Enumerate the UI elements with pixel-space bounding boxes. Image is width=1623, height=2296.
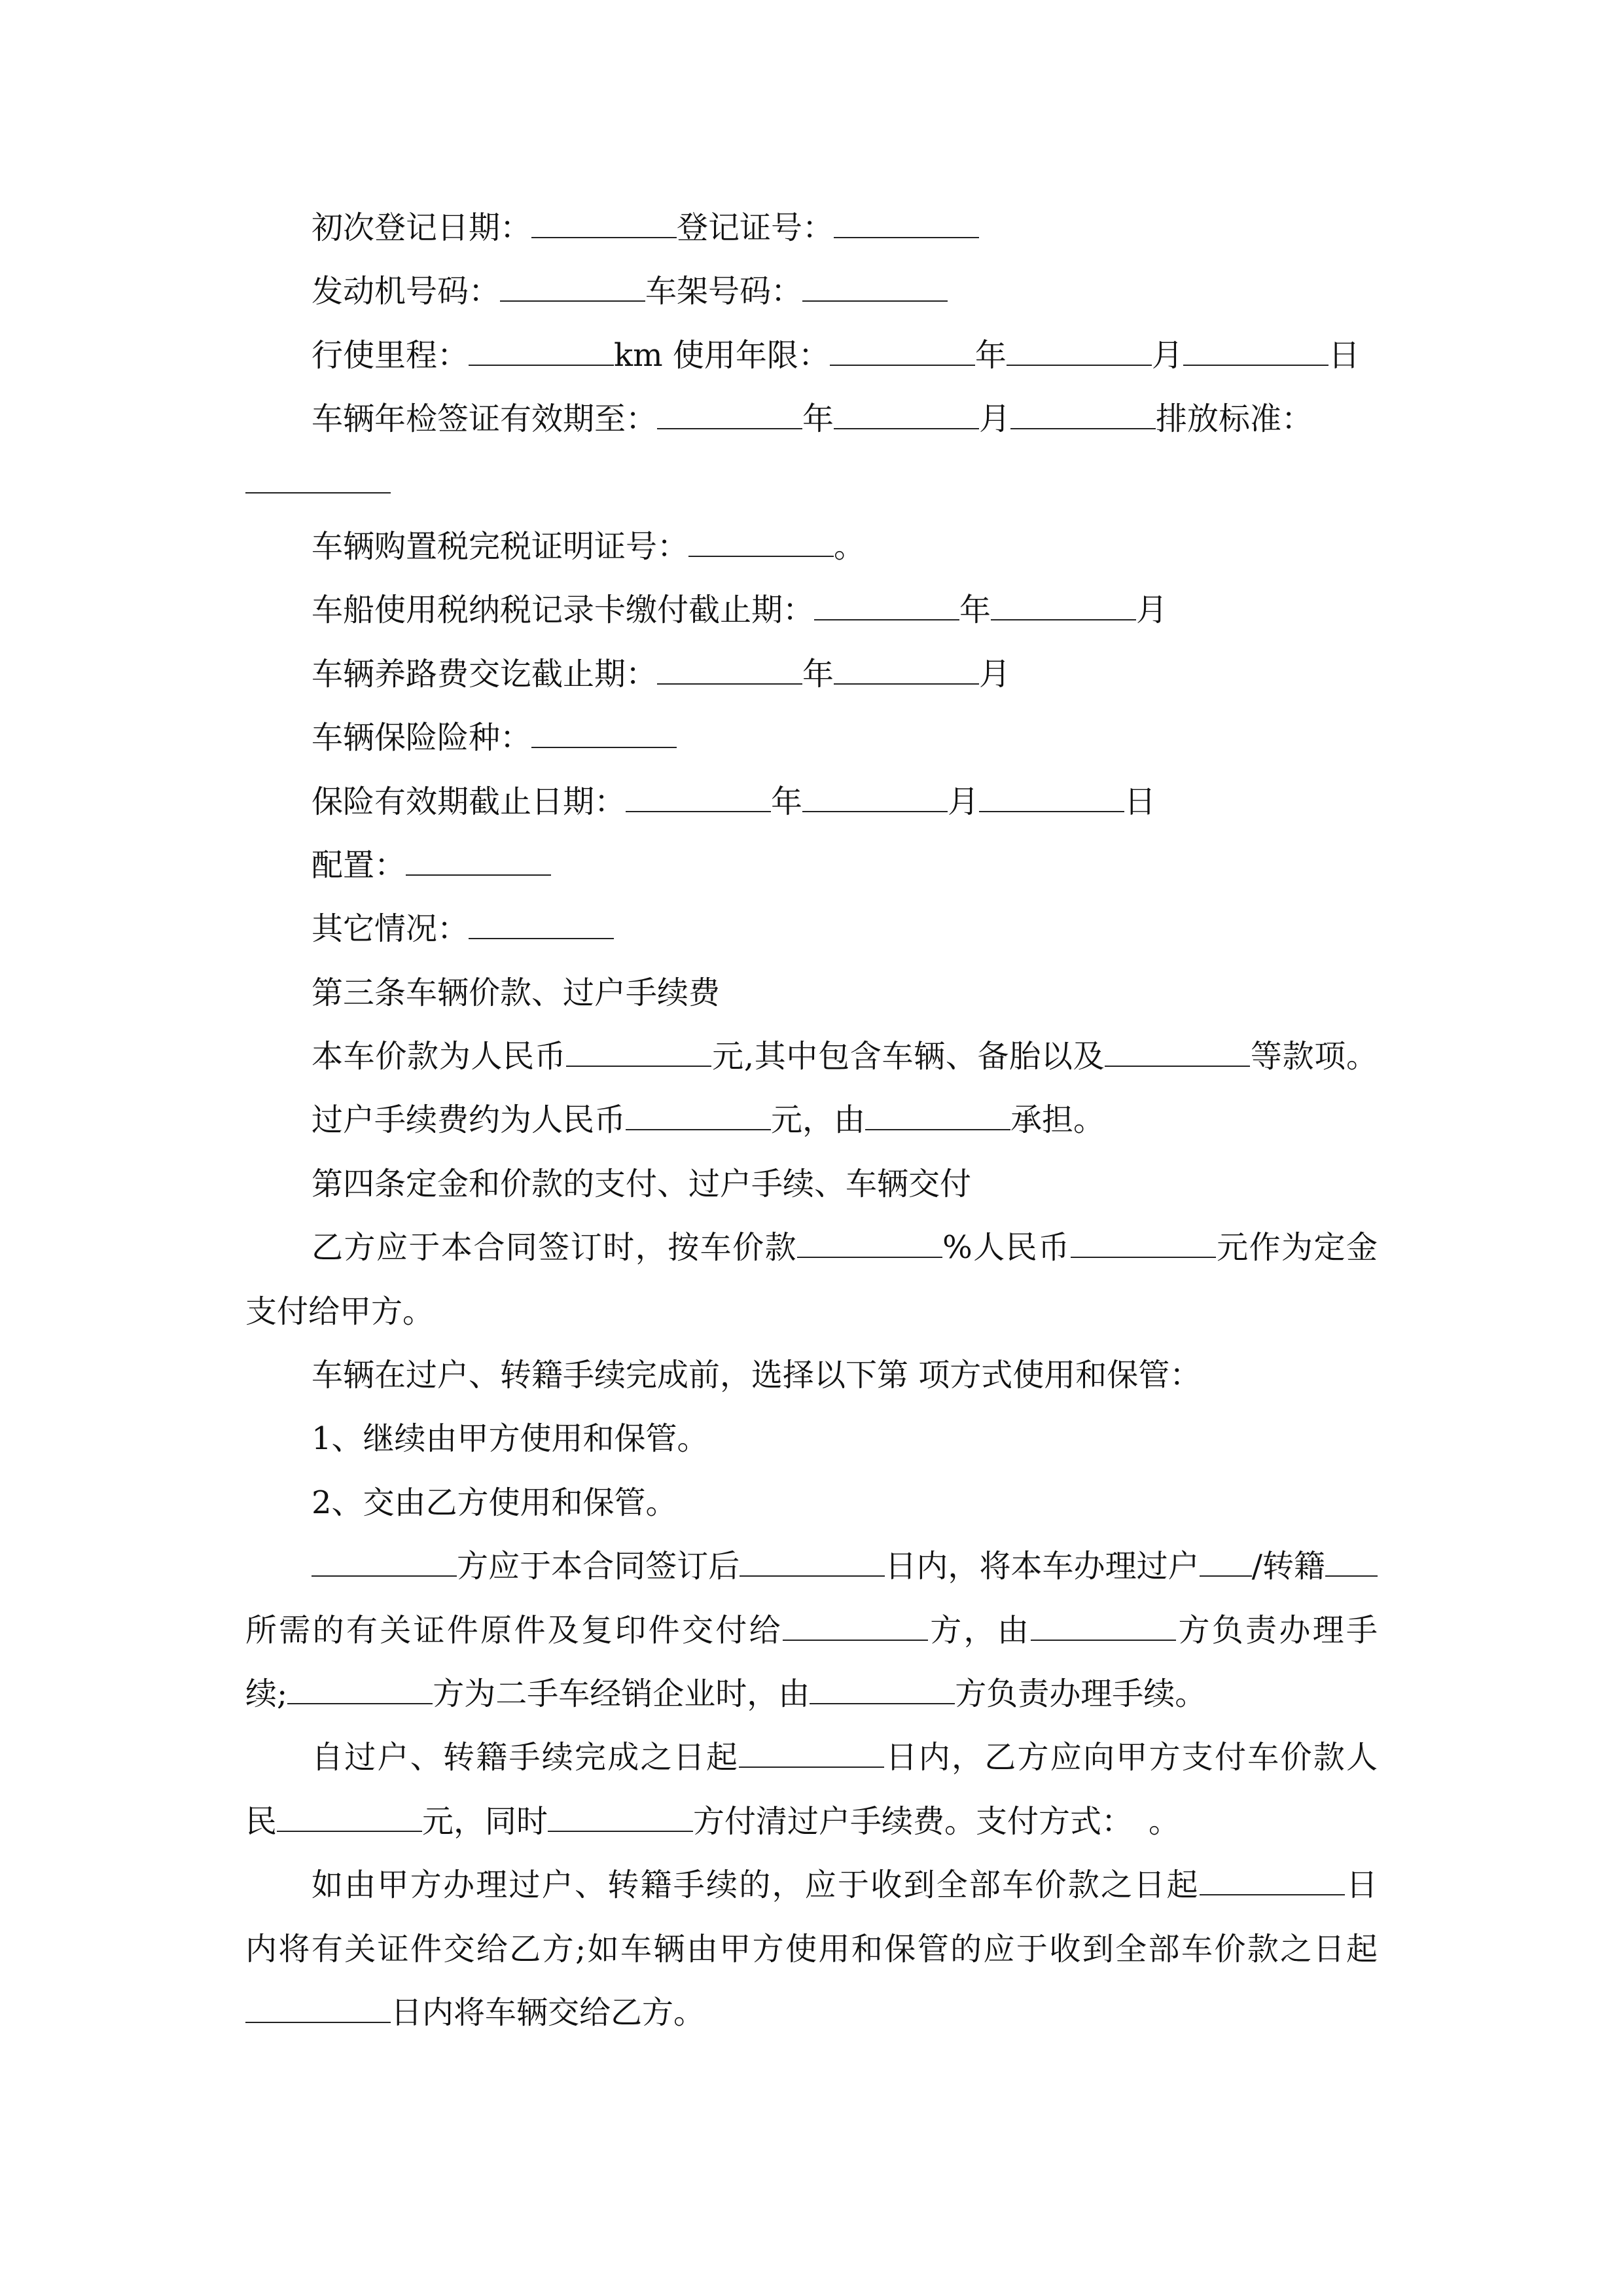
line-text: 。 (834, 528, 866, 565)
line-text: 方为二手车经销企业时，由 (433, 1675, 810, 1712)
line-text: 本车价款为人民币 (312, 1038, 567, 1075)
blank-field (531, 721, 677, 748)
blank-field (566, 1039, 711, 1067)
line-text: 年 (771, 783, 803, 820)
blank-field (834, 402, 979, 429)
blank-field (657, 402, 802, 429)
blank-field (797, 1230, 942, 1258)
line-text: 方付清过户手续费。支付方式： 。 (693, 1803, 1181, 1840)
line-text: 元，由 (771, 1102, 866, 1139)
blank-field (626, 785, 771, 812)
line-text: 第四条定金和价款的支付、过户手续、车辆交付 (312, 1165, 972, 1202)
blank-field (1105, 1039, 1250, 1067)
line-text: 其它情况： (312, 910, 469, 948)
blank-field (865, 1103, 1010, 1130)
line-text: 年 (802, 401, 834, 438)
text-line (245, 897, 1378, 961)
text-line (245, 1535, 1378, 1598)
line-text: 自过户、转籍手续完成之日起 (312, 1739, 740, 1776)
line-text: 月 (1136, 592, 1168, 629)
line-text: 方负责办理手续。 (955, 1675, 1207, 1712)
line-text: 车辆购置税完税证明证号： (312, 528, 689, 565)
blank-field (1031, 1613, 1176, 1641)
line-text: 元，同时 (422, 1803, 548, 1840)
line-text: 车架号码： (645, 273, 803, 310)
line-text: 民 (245, 1803, 277, 1840)
line-text: 日 (1124, 783, 1156, 820)
text-line (245, 1918, 1378, 1981)
line-text: 内将有关证件交给乙方;如车辆由甲方使用和保管的应于收到全部车价款之日起 (245, 1930, 1378, 1967)
blank-field (1200, 1549, 1252, 1577)
line-text: /转籍 (1251, 1548, 1325, 1585)
line-text: km 使用年限： (614, 336, 830, 374)
blank-field (814, 593, 959, 620)
text-line (245, 1216, 1378, 1280)
line-text: 方负责办理手 (1176, 1611, 1378, 1649)
blank-field (469, 338, 614, 366)
text-line (245, 643, 1378, 706)
text-line (245, 452, 1378, 515)
blank-field (979, 785, 1124, 812)
blank-field (810, 1677, 955, 1704)
blank-field (469, 912, 614, 939)
blank-field (1071, 1230, 1216, 1258)
blank-field (740, 1549, 885, 1577)
blank-field (1007, 338, 1152, 366)
text-line (245, 834, 1378, 897)
line-text: 如由甲方办理过户、转籍手续的，应于收到全部车价款之日起 (312, 1867, 1200, 1904)
blank-field (991, 593, 1136, 620)
blank-field (802, 274, 948, 302)
line-text: 日内，将本车办理过户 (885, 1548, 1200, 1585)
blank-field (783, 1613, 928, 1641)
line-text: 车船使用税纳税记录卡缴付截止期： (312, 592, 815, 629)
line-text: 排放标准： (1156, 401, 1313, 438)
line-text: 车辆养路费交讫截止期： (312, 655, 658, 692)
line-text: 车辆在过户、转籍手续完成前，选择以下第 项方式使用和保管： (312, 1357, 1202, 1394)
line-text: 承担。 (1010, 1102, 1105, 1139)
text-line (245, 1153, 1378, 1216)
text-line (245, 1471, 1378, 1535)
text-line (245, 1025, 1378, 1088)
blank-field (245, 1996, 391, 2023)
blank-field (287, 1677, 433, 1704)
line-text: 保险有效期截止日期： (312, 783, 626, 820)
line-text: 日内将车辆交给乙方。 (391, 1994, 705, 2031)
blank-field (657, 657, 802, 685)
line-text: 第三条车辆价款、过户手续费 (312, 974, 721, 1011)
line-text: 初次登记日期： (312, 209, 532, 246)
line-text: 月 (979, 401, 1011, 438)
line-text: 登记证号： (677, 209, 834, 246)
line-text: 年 (974, 336, 1007, 374)
line-text: 车辆年检签证有效期至： (312, 401, 658, 438)
blank-field (1200, 1868, 1345, 1895)
blank-field (1010, 402, 1156, 429)
blank-field (830, 338, 975, 366)
text-line (245, 387, 1378, 451)
text-line (245, 706, 1378, 770)
text-line (245, 324, 1378, 387)
text-line (245, 1088, 1378, 1152)
line-text: 日 (1344, 1867, 1378, 1904)
blank-field (548, 1804, 693, 1832)
line-text: 方应于本合同签订后 (457, 1548, 740, 1585)
text-line (245, 1407, 1378, 1471)
line-text: 年 (959, 592, 991, 629)
line-text: 2、交由乙方使用和保管。 (312, 1484, 677, 1521)
text-line (245, 1599, 1378, 1662)
text-line (245, 1726, 1378, 1789)
line-text: 1、继续由甲方使用和保管。 (312, 1420, 709, 1458)
text-line (245, 1344, 1378, 1407)
blank-field (277, 1804, 422, 1832)
text-line (245, 1280, 1378, 1344)
line-text: 日 (1328, 336, 1360, 374)
line-text: 月 (948, 783, 980, 820)
text-line (245, 1981, 1378, 2045)
text-line (245, 770, 1378, 834)
blank-field (834, 211, 979, 238)
text-line (245, 196, 1378, 260)
line-text: 元,其中包含车辆、备胎以及 (711, 1038, 1105, 1075)
blank-field (739, 1740, 884, 1768)
line-text: 续; (245, 1675, 288, 1712)
blank-field (500, 274, 645, 302)
contract-page (245, 196, 1378, 2045)
text-line (245, 260, 1378, 323)
blank-field (688, 529, 834, 557)
line-text: 车辆保险险种： (312, 719, 532, 757)
blank-field (834, 657, 979, 685)
line-text: 月 (979, 655, 1011, 692)
blank-field (531, 211, 677, 238)
line-text: 发动机号码： (312, 273, 501, 310)
blank-field (312, 1549, 457, 1577)
blank-field (1183, 338, 1329, 366)
line-text: 方，由 (927, 1611, 1031, 1649)
line-text: 元作为定金 (1215, 1229, 1378, 1266)
blank-field (626, 1103, 771, 1130)
text-line (245, 1662, 1378, 1726)
blank-field (1325, 1549, 1378, 1577)
line-text: 行使里程： (312, 336, 469, 374)
line-text: 年 (802, 655, 834, 692)
line-text: 过户手续费约为人民币 (312, 1102, 626, 1139)
text-line (245, 961, 1378, 1025)
line-text: 等款项。 (1250, 1038, 1378, 1075)
line-text: 乙方应于本合同签订时，按车价款 (312, 1229, 798, 1266)
line-text: 支付给甲方。 (245, 1293, 435, 1330)
line-text: 配置： (312, 846, 406, 884)
text-line (245, 579, 1378, 642)
line-text: %人民币 (942, 1229, 1071, 1266)
text-line (245, 515, 1378, 579)
text-line (245, 1854, 1378, 1917)
blank-field (245, 466, 391, 493)
blank-field (802, 785, 948, 812)
line-text: 日内，乙方应向甲方支付车价款人 (884, 1739, 1378, 1776)
line-text: 月 (1151, 336, 1183, 374)
text-line (245, 1790, 1378, 1854)
line-text: 所需的有关证件原件及复印件交付给 (245, 1611, 783, 1649)
blank-field (406, 848, 551, 876)
